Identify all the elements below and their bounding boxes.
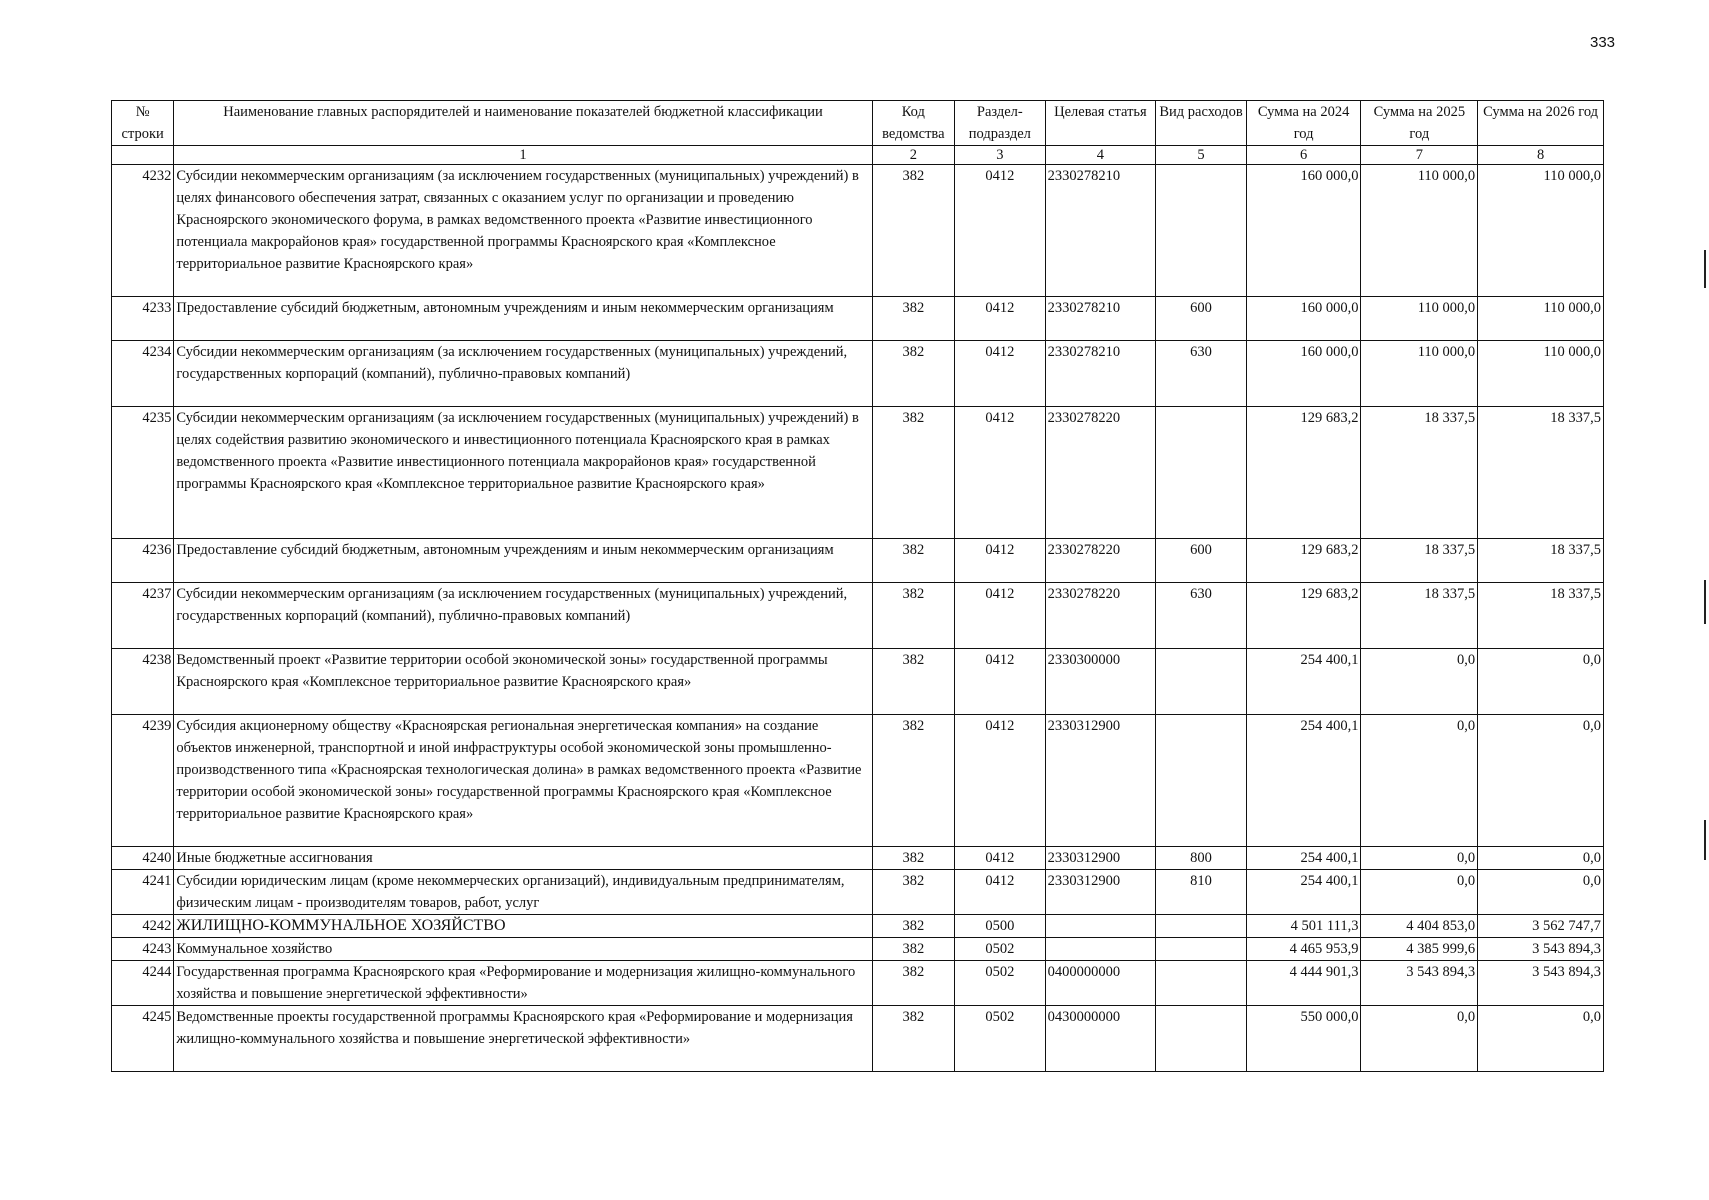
header-section: Раздел-подраздел <box>955 101 1046 146</box>
row-name: Государственная программа Красноярского края «Реформирование и модернизация жилищно-коммунального хозяйства и повышение энергетической эффективности» <box>174 961 872 1006</box>
row-name: Предоставление субсидий бюджетным, автономным учреждениям и иным некоммерческим организациям <box>174 297 872 341</box>
column-number: 8 <box>1478 146 1604 165</box>
row-name: Субсидия акционерному обществу «Красноярская региональная энергетическая компания» на создание объектов инженерной, транспортной и иной инфраструктуры особой экономической зоны промышленно-производственного типа «Красноярская технологическая долина» в рамках ведомственного проекта «Развитие территории особой экономической зоны» государственной программы Красноярского края «Комплексное территориальное развитие Красноярского края» <box>174 715 872 847</box>
expense-kind <box>1156 407 1247 539</box>
sum-2025: 18 337,5 <box>1361 407 1478 539</box>
row-name: Субсидии некоммерческим организациям (за исключением государственных (муниципальных) учреждений, государственных корпораций (компаний), публично-правовых компаний) <box>174 341 872 407</box>
column-number-row <box>112 146 1604 165</box>
department-code: 382 <box>872 847 954 870</box>
department-code: 382 <box>872 961 954 1006</box>
target-article: 2330278220 <box>1045 539 1156 583</box>
scan-edge-mark <box>1704 580 1706 624</box>
expense-kind: 600 <box>1156 297 1247 341</box>
column-number: 7 <box>1361 146 1478 165</box>
column-number <box>112 146 174 165</box>
column-number: 4 <box>1045 146 1156 165</box>
table-row <box>112 870 1604 915</box>
sum-2025: 0,0 <box>1361 649 1478 715</box>
department-code: 382 <box>872 407 954 539</box>
section-code: 0412 <box>955 583 1046 649</box>
section-code: 0412 <box>955 870 1046 915</box>
expense-kind: 630 <box>1156 583 1247 649</box>
sum-2025: 0,0 <box>1361 847 1478 870</box>
column-number: 3 <box>955 146 1046 165</box>
row-name: Иные бюджетные ассигнования <box>174 847 872 870</box>
expense-kind <box>1156 961 1247 1006</box>
sum-2026: 0,0 <box>1478 847 1604 870</box>
row-name: Ведомственные проекты государственной программы Красноярского края «Реформирование и модернизация жилищно-коммунального хозяйства и повышение энергетической эффективности» <box>174 1006 872 1072</box>
row-number: 4234 <box>112 341 174 407</box>
sum-2026: 18 337,5 <box>1478 583 1604 649</box>
department-code: 382 <box>872 649 954 715</box>
expense-kind <box>1156 915 1247 938</box>
sum-2025: 3 543 894,3 <box>1361 961 1478 1006</box>
header-row-number: № строки <box>112 101 174 146</box>
expense-kind <box>1156 938 1247 961</box>
section-code: 0502 <box>955 938 1046 961</box>
row-name: Субсидии некоммерческим организациям (за исключением государственных (муниципальных) учреждений) в целях финансового обеспечения затрат, связанных с оказанием услуг по организации и проведению Красноярского экономического форума, в рамках ведомственного проекта «Развитие инвестиционного потенциала макрорайонов края» государственной программы Красноярского края «Комплексное территориальное развитие Красноярского края» <box>174 165 872 297</box>
column-number: 6 <box>1246 146 1361 165</box>
section-code: 0502 <box>955 1006 1046 1072</box>
section-code: 0412 <box>955 649 1046 715</box>
sum-2026: 3 562 747,7 <box>1478 915 1604 938</box>
row-number: 4232 <box>112 165 174 297</box>
header-expense-kind: Вид расходов <box>1156 101 1247 146</box>
expense-kind: 800 <box>1156 847 1247 870</box>
target-article: 2330278220 <box>1045 583 1156 649</box>
expense-kind <box>1156 165 1247 297</box>
sum-2026: 110 000,0 <box>1478 341 1604 407</box>
section-code: 0502 <box>955 961 1046 1006</box>
row-name: Субсидии юридическим лицам (кроме некоммерческих организаций), индивидуальным предпринимателям, физическим лицам - производителям товаров, работ, услуг <box>174 870 872 915</box>
sum-2026: 18 337,5 <box>1478 407 1604 539</box>
sum-2026: 3 543 894,3 <box>1478 961 1604 1006</box>
target-article: 2330278220 <box>1045 407 1156 539</box>
expense-kind <box>1156 649 1247 715</box>
department-code: 382 <box>872 1006 954 1072</box>
sum-2024: 254 400,1 <box>1246 847 1361 870</box>
row-number: 4237 <box>112 583 174 649</box>
row-number: 4233 <box>112 297 174 341</box>
table-row <box>112 847 1604 870</box>
table-row <box>112 915 1604 938</box>
expense-kind <box>1156 715 1247 847</box>
department-code: 382 <box>872 297 954 341</box>
department-code: 382 <box>872 715 954 847</box>
page-number: 333 <box>1590 34 1616 51</box>
sum-2024: 254 400,1 <box>1246 715 1361 847</box>
sum-2026: 0,0 <box>1478 649 1604 715</box>
sum-2024: 129 683,2 <box>1246 583 1361 649</box>
sum-2024: 160 000,0 <box>1246 297 1361 341</box>
target-article: 0400000000 <box>1045 961 1156 1006</box>
sum-2024: 160 000,0 <box>1246 165 1361 297</box>
table-row <box>112 407 1604 539</box>
sum-2025: 110 000,0 <box>1361 341 1478 407</box>
table-row <box>112 1006 1604 1072</box>
header-department-code: Код ведомства <box>872 101 954 146</box>
department-code: 382 <box>872 870 954 915</box>
table-row <box>112 539 1604 583</box>
scan-edge-mark <box>1704 250 1706 288</box>
row-number: 4245 <box>112 1006 174 1072</box>
section-code: 0412 <box>955 847 1046 870</box>
sum-2026: 18 337,5 <box>1478 539 1604 583</box>
expense-kind <box>1156 1006 1247 1072</box>
row-name: Субсидии некоммерческим организациям (за исключением государственных (муниципальных) учреждений) в целях содействия развитию экономического и инвестиционного потенциала Красноярского края в рамках ведомственного проекта «Развитие инвестиционного потенциала макрорайонов края» государственной программы Красноярского края «Комплексное территориальное развитие Красноярского края» <box>174 407 872 539</box>
expense-kind: 630 <box>1156 341 1247 407</box>
section-code: 0412 <box>955 297 1046 341</box>
target-article: 2330278210 <box>1045 297 1156 341</box>
department-code: 382 <box>872 165 954 297</box>
sum-2026: 0,0 <box>1478 1006 1604 1072</box>
section-code: 0412 <box>955 407 1046 539</box>
sum-2026: 110 000,0 <box>1478 297 1604 341</box>
sum-2024: 4 465 953,9 <box>1246 938 1361 961</box>
row-number: 4235 <box>112 407 174 539</box>
section-code: 0412 <box>955 715 1046 847</box>
sum-2026: 0,0 <box>1478 715 1604 847</box>
sum-2025: 0,0 <box>1361 1006 1478 1072</box>
row-number: 4236 <box>112 539 174 583</box>
row-name: Субсидии некоммерческим организациям (за исключением государственных (муниципальных) учреждений, государственных корпораций (компаний), публично-правовых компаний) <box>174 583 872 649</box>
sum-2026: 0,0 <box>1478 870 1604 915</box>
row-number: 4238 <box>112 649 174 715</box>
target-article: 2330278210 <box>1045 165 1156 297</box>
section-code: 0412 <box>955 539 1046 583</box>
row-name: Предоставление субсидий бюджетным, автономным учреждениям и иным некоммерческим организациям <box>174 539 872 583</box>
row-number: 4241 <box>112 870 174 915</box>
sum-2025: 0,0 <box>1361 870 1478 915</box>
row-name: ЖИЛИЩНО-КОММУНАЛЬНОЕ ХОЗЯЙСТВО <box>174 915 872 938</box>
row-number: 4243 <box>112 938 174 961</box>
scan-edge-mark <box>1704 820 1706 860</box>
row-number: 4244 <box>112 961 174 1006</box>
target-article: 2330300000 <box>1045 649 1156 715</box>
sum-2024: 4 501 111,3 <box>1246 915 1361 938</box>
table-row <box>112 715 1604 847</box>
target-article: 2330312900 <box>1045 870 1156 915</box>
sum-2024: 254 400,1 <box>1246 649 1361 715</box>
target-article <box>1045 915 1156 938</box>
department-code: 382 <box>872 583 954 649</box>
table-header-row <box>112 101 1604 146</box>
department-code: 382 <box>872 539 954 583</box>
section-code: 0412 <box>955 165 1046 297</box>
row-number: 4242 <box>112 915 174 938</box>
table-body <box>112 165 1604 1072</box>
expense-kind: 810 <box>1156 870 1247 915</box>
target-article: 2330312900 <box>1045 847 1156 870</box>
sum-2024: 160 000,0 <box>1246 341 1361 407</box>
sum-2025: 4 404 853,0 <box>1361 915 1478 938</box>
table-row <box>112 938 1604 961</box>
table-row <box>112 583 1604 649</box>
row-name: Ведомственный проект «Развитие территории особой экономической зоны» государственной программы Красноярского края «Комплексное территориальное развитие Красноярского края» <box>174 649 872 715</box>
column-number: 5 <box>1156 146 1247 165</box>
sum-2024: 550 000,0 <box>1246 1006 1361 1072</box>
table-row <box>112 961 1604 1006</box>
sum-2025: 110 000,0 <box>1361 165 1478 297</box>
table-row <box>112 341 1604 407</box>
table-row <box>112 165 1604 297</box>
sum-2024: 254 400,1 <box>1246 870 1361 915</box>
department-code: 382 <box>872 341 954 407</box>
target-article: 2330278210 <box>1045 341 1156 407</box>
section-code: 0500 <box>955 915 1046 938</box>
section-code: 0412 <box>955 341 1046 407</box>
row-number: 4240 <box>112 847 174 870</box>
sum-2025: 18 337,5 <box>1361 539 1478 583</box>
sum-2026: 110 000,0 <box>1478 165 1604 297</box>
sum-2024: 129 683,2 <box>1246 539 1361 583</box>
budget-table <box>111 100 1604 1072</box>
department-code: 382 <box>872 915 954 938</box>
sum-2024: 129 683,2 <box>1246 407 1361 539</box>
header-name: Наименование главных распорядителей и наименование показателей бюджетной классификации <box>174 101 872 146</box>
column-number: 1 <box>174 146 872 165</box>
table-row <box>112 297 1604 341</box>
row-name: Коммунальное хозяйство <box>174 938 872 961</box>
sum-2025: 0,0 <box>1361 715 1478 847</box>
sum-2026: 3 543 894,3 <box>1478 938 1604 961</box>
sum-2025: 4 385 999,6 <box>1361 938 1478 961</box>
header-sum-2025: Сумма на 2025 год <box>1361 101 1478 146</box>
row-number: 4239 <box>112 715 174 847</box>
column-number: 2 <box>872 146 954 165</box>
target-article: 2330312900 <box>1045 715 1156 847</box>
department-code: 382 <box>872 938 954 961</box>
sum-2025: 110 000,0 <box>1361 297 1478 341</box>
header-sum-2024: Сумма на 2024 год <box>1246 101 1361 146</box>
target-article: 0430000000 <box>1045 1006 1156 1072</box>
expense-kind: 600 <box>1156 539 1247 583</box>
sum-2024: 4 444 901,3 <box>1246 961 1361 1006</box>
target-article <box>1045 938 1156 961</box>
table-row <box>112 649 1604 715</box>
header-target-article: Целевая статья <box>1045 101 1156 146</box>
sum-2025: 18 337,5 <box>1361 583 1478 649</box>
header-sum-2026: Сумма на 2026 год <box>1478 101 1604 146</box>
